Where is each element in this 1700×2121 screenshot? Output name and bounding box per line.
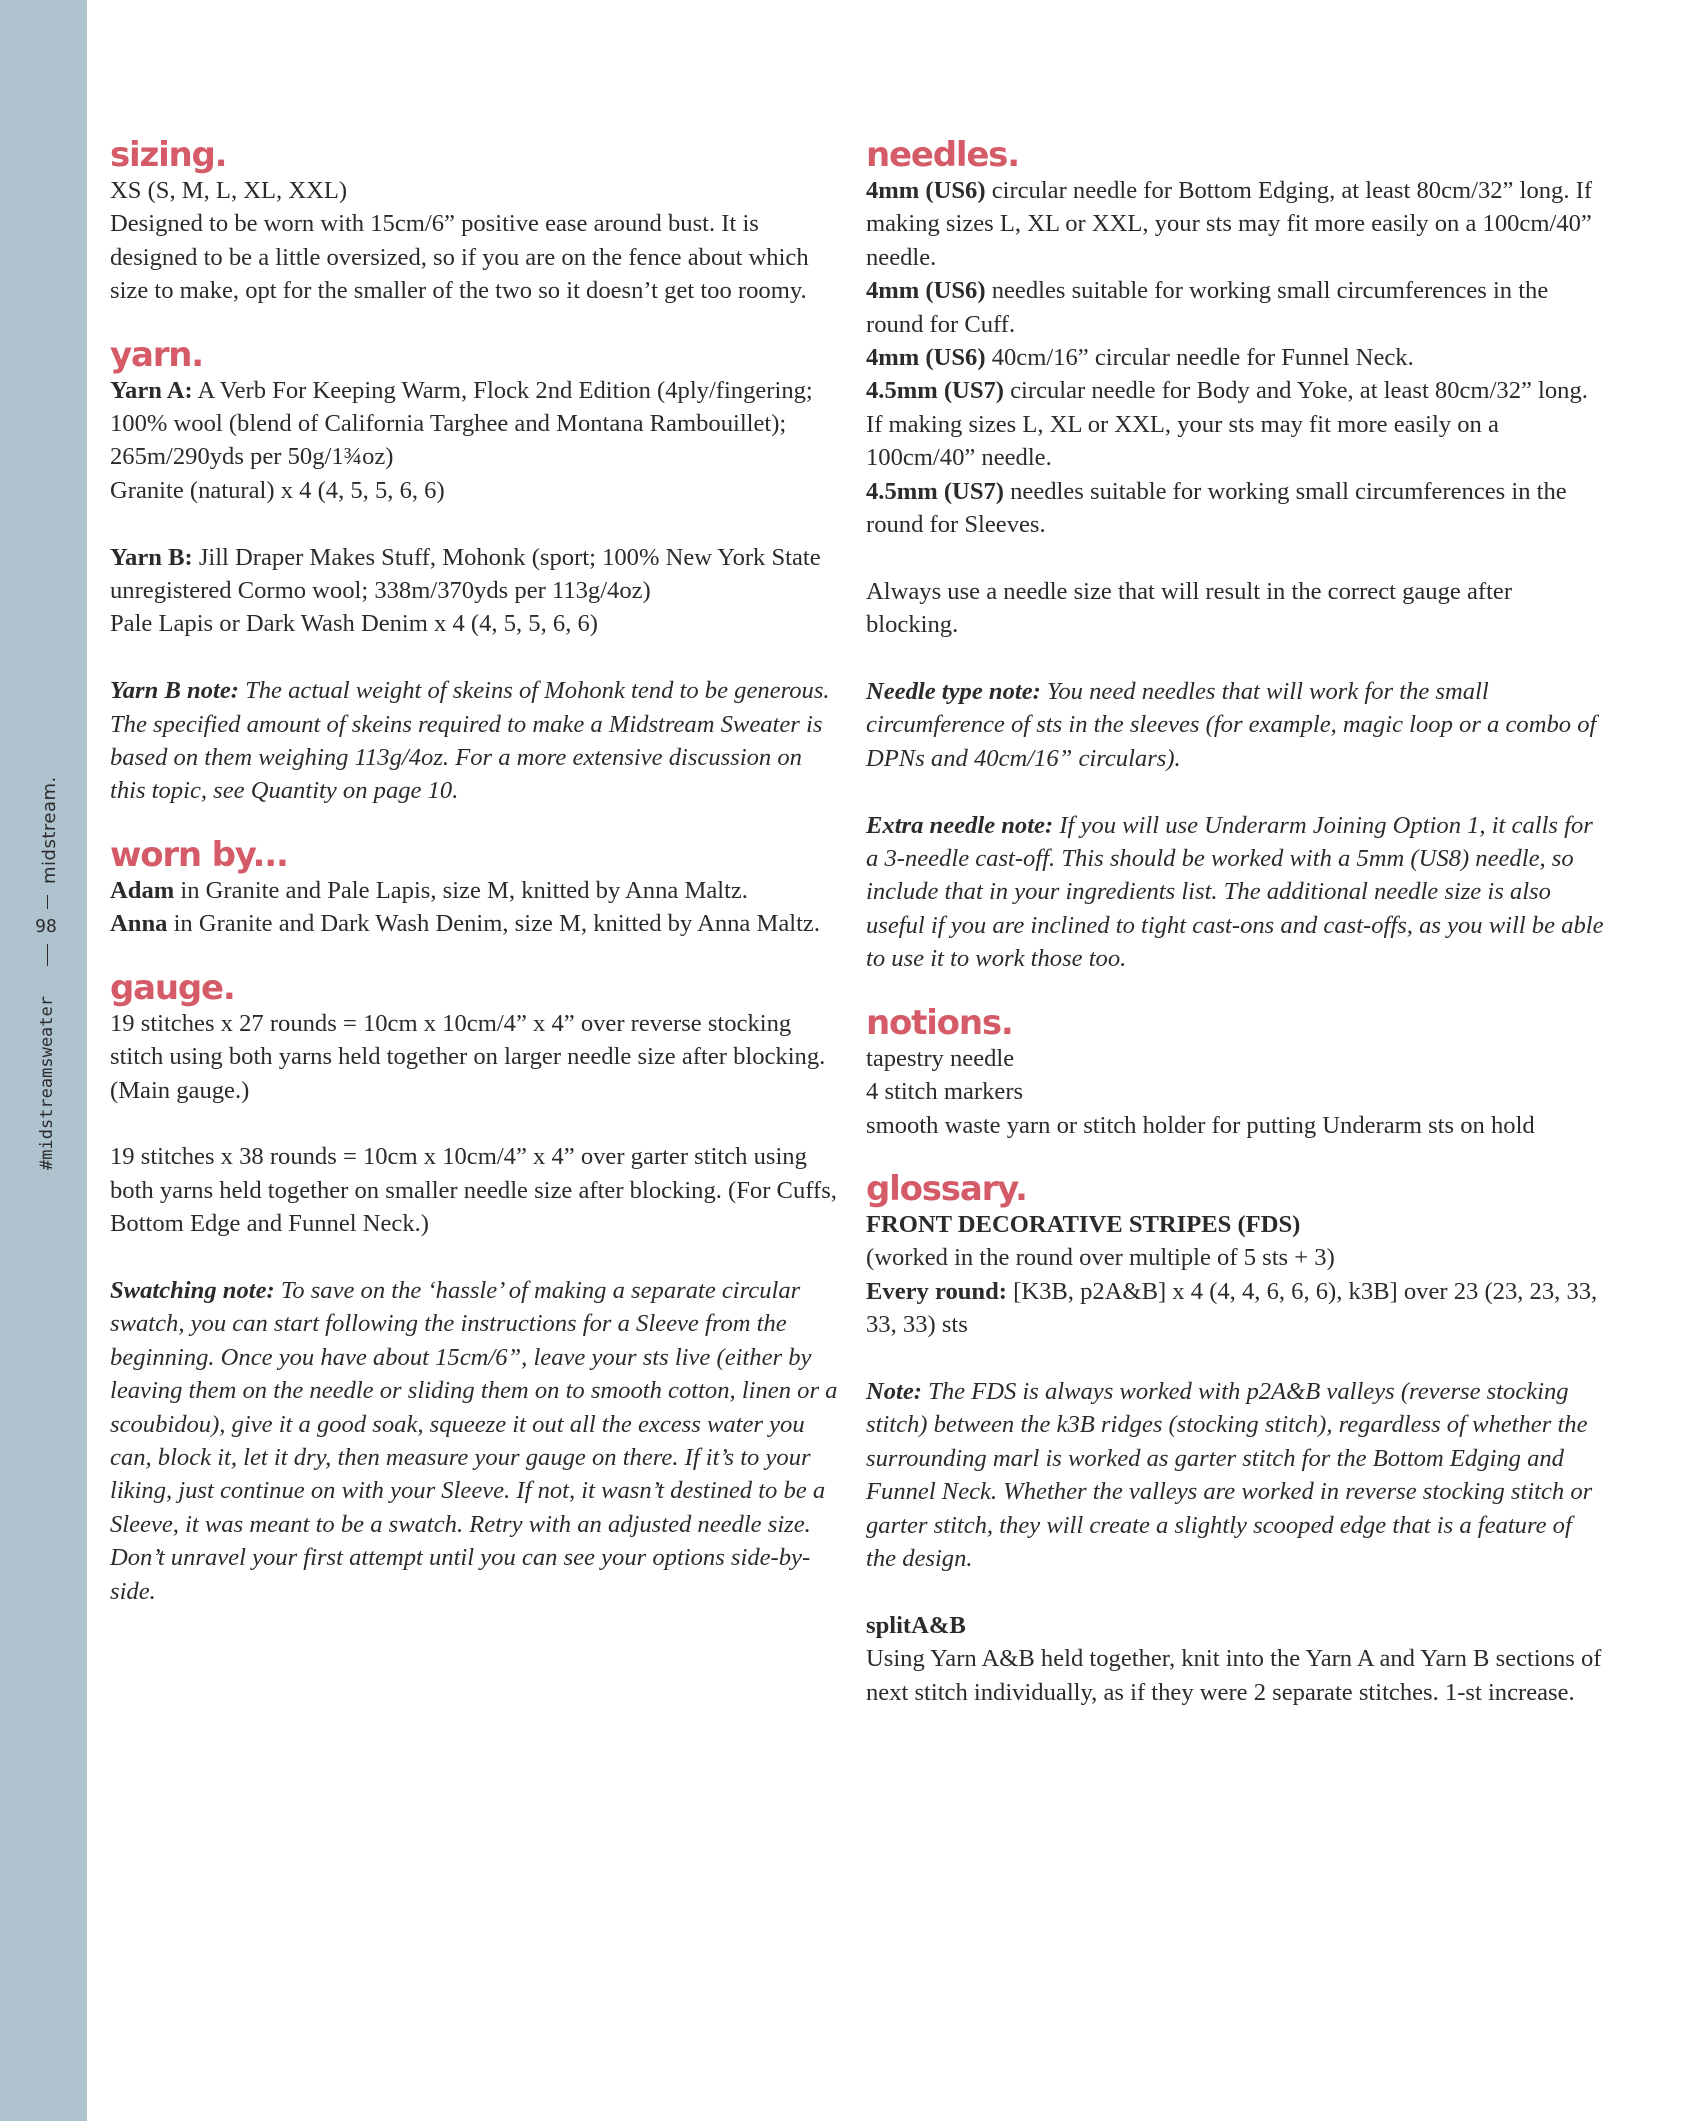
needle-size: 4mm (US6) (866, 344, 986, 372)
needle-item (866, 174, 1606, 274)
every-round (866, 1275, 1606, 1342)
yarn-b-text: Jill Draper Makes Stuff, Mohonk (sport; 100% New York State unregistered Cormo wool; 338m/370yds per 113g/4oz) (110, 543, 821, 605)
model-text: in Granite and Dark Wash Denim, size M, knitted by Anna Maltz. (167, 910, 820, 938)
yarn-a (110, 374, 840, 474)
needle-text: 40cm/16” circular needle for Funnel Neck. (985, 344, 1414, 372)
needle-item (866, 274, 1606, 341)
yarn-a-text: A Verb For Keeping Warm, Flock 2nd Edition (4ply/fingering; 100% wool (blend of California Targhee and Montana Rambouillet); 265m/290yds per 50g/1¾oz) (110, 376, 813, 471)
section-heading: gauge. (110, 967, 235, 1008)
fds-note (866, 1375, 1606, 1575)
worn-by-section (110, 836, 840, 941)
model-name: Adam (110, 876, 175, 904)
note-label: Yarn B note: (110, 677, 239, 705)
note-text: If you will use Underarm Joining Option 1, it calls for a 3-needle cast-off. This should be worked with a 5mm (US8) needle, so include that in your ingredients list. The additional needle size is also useful if you are inclined to tight cast-ons and cast-offs, as you will be able to use it to work those too. (866, 811, 1604, 973)
yarn-a-color: Granite (natural) x 4 (4, 5, 5, 6, 6) (110, 476, 445, 504)
needle-size: 4mm (US6) (866, 277, 986, 305)
note-label: Swatching note: (110, 1276, 275, 1304)
garter-gauge: 19 stitches x 38 rounds = 10cm x 10cm/4” x 4” over garter stitch using both yarns held together on smaller needle size after blocking. (For Cuffs, Bottom Edge and Funnel Neck.) (110, 1143, 837, 1238)
every-round-text: [K3B, p2A&B] x 4 (4, 4, 6, 6, 6), k3B] over 23 (23, 23, 33, 33, 33) sts (866, 1277, 1598, 1339)
left-column (110, 136, 840, 1608)
hashtag: #midstreamsweater (37, 996, 57, 1170)
yarn-b (110, 541, 840, 608)
needle-size: 4mm (US6) (866, 177, 986, 204)
section-heading: needles. (866, 135, 1019, 175)
sizes: XS (S, M, L, XL, XXL) (110, 177, 348, 204)
main-gauge: 19 stitches x 27 rounds = 10cm x 10cm/4” x 4” over reverse stocking stitch using both yarns held together on larger needle size after blocking. (Main gauge.) (110, 1009, 826, 1104)
note-text: You need needles that will work for the small circumference of sts in the sleeves (for example, magic loop or a combo of DPNs and 40cm/16” circulars). (866, 678, 1597, 772)
needle-text: needles suitable for working small circumferences in the round for Sleeves. (866, 477, 1567, 539)
note-text: The actual weight of skeins of Mohonk tend to be generous. The specified amount of skeins required to make a Midstream Sweater is based on them weighing 113g/4oz. For a more extensive discussion on this topic, see Quantity on page 10. (110, 677, 830, 805)
notions-section (866, 1004, 1606, 1142)
notion-item: smooth waste yarn or stitch holder for putting Underarm sts on hold (866, 1111, 1535, 1139)
needle-item (866, 374, 1606, 474)
right-column (866, 136, 1606, 1709)
yarn-section (110, 336, 840, 808)
note-label: Needle type note: (866, 678, 1041, 706)
sidebar (0, 0, 87, 2121)
split-title-text: splitA&B (866, 1611, 966, 1639)
fds-subtitle: (worked in the round over multiple of 5 sts + 3) (866, 1244, 1335, 1272)
split-title (866, 1609, 1606, 1642)
section-heading: worn by... (110, 834, 288, 875)
yarn-b-label: Yarn B: (110, 543, 193, 571)
book-title: midstream. (39, 776, 60, 884)
yarn-b-color: Pale Lapis or Dark Wash Denim x 4 (4, 5, 5, 6, 6) (110, 610, 598, 638)
section-heading: glossary. (866, 1168, 1027, 1209)
needle-type-note (866, 675, 1606, 775)
yarn-b-note (110, 674, 840, 808)
needle-item (866, 475, 1606, 542)
fds-title (866, 1208, 1606, 1241)
worn-by-adam (110, 874, 840, 907)
gauge-section (110, 969, 840, 1608)
page-number: 98 (35, 916, 57, 937)
divider (47, 895, 48, 909)
needle-text: circular needle for Bottom Edging, at least 80cm/32” long. If making sizes L, XL or XXL, your sts may fit more easily on a 100cm/40” needle. (866, 177, 1593, 271)
needle-text: circular needle for Body and Yoke, at least 80cm/32” long. If making sizes L, XL or XXL, your sts may fit more easily on a 100cm/40” needle. (866, 377, 1588, 472)
notion-item: tapestry needle (866, 1044, 1015, 1072)
sizing-section (110, 136, 840, 308)
split-description: Using Yarn A&B held together, knit into the Yarn A and Yarn B sections of next stitch individually, as if they were 2 separate stitches. 1-st increase. (866, 1645, 1602, 1706)
note-label: Extra needle note: (866, 811, 1054, 839)
extra-needle-note (866, 809, 1606, 976)
note-text: The FDS is always worked with p2A&B valleys (reverse stocking stitch) between the k3B ridges (stocking stitch), regardless of whether the surrounding marl is worked as garter stitch for the Bottom Edging and Funnel Neck. Whether the valleys are worked in reverse stocking stitch or garter stitch, they will create a slightly scooped edge that is a feature of the design. (866, 1377, 1593, 1572)
notion-item: 4 stitch markers (866, 1078, 1024, 1106)
sizing-description: Designed to be worn with 15cm/6” positive ease around bust. It is designed to be a little oversized, so if you are on the fence about which size to make, opt for the smaller of the two so it doesn’t get too roomy. (110, 210, 809, 305)
model-name: Anna (110, 910, 168, 938)
yarn-a-label: Yarn A: (110, 376, 193, 404)
needle-size: 4.5mm (US7) (866, 377, 1004, 405)
model-text: in Granite and Pale Lapis, size M, knitted by Anna Maltz. (174, 876, 748, 904)
section-heading: sizing. (110, 135, 227, 175)
gauge-advice: Always use a needle size that will result in the correct gauge after blocking. (866, 577, 1513, 639)
fds-title-text: FRONT DECORATIVE STRIPES (FDS) (866, 1210, 1301, 1238)
needles-section (866, 136, 1606, 976)
note-text: To save on the ‘hassle’ of making a separate circular swatch, you can start following the instructions for a Sleeve from the beginning. Once you have about 15cm/6”, leave your sts live (either by leaving them on the needle or sliding them on to smooth cotton, linen or a scoubidou), give it a good soak, squeeze it out all the excess water you can, block it, let it dry, then measure your gauge on there. If it’s to your liking, just continue on with your Sleeve. If not, it wasn’t destined to be a Sleeve, it was meant to be a swatch. Retry with an adjusted needle size. Don’t unravel your first attempt until you can see your options side-by-side. (110, 1276, 838, 1605)
section-heading: notions. (866, 1002, 1013, 1043)
every-round-label: Every round: (866, 1277, 1007, 1305)
glossary-section (866, 1170, 1606, 1709)
worn-by-anna (110, 907, 840, 940)
note-label: Note: (866, 1377, 922, 1405)
needle-size: 4.5mm (US7) (866, 477, 1004, 505)
swatching-note (110, 1274, 840, 1608)
section-heading: yarn. (110, 334, 203, 375)
needle-item (866, 341, 1606, 374)
needle-text: needles suitable for working small circumferences in the round for Cuff. (866, 277, 1549, 338)
divider (47, 944, 48, 966)
